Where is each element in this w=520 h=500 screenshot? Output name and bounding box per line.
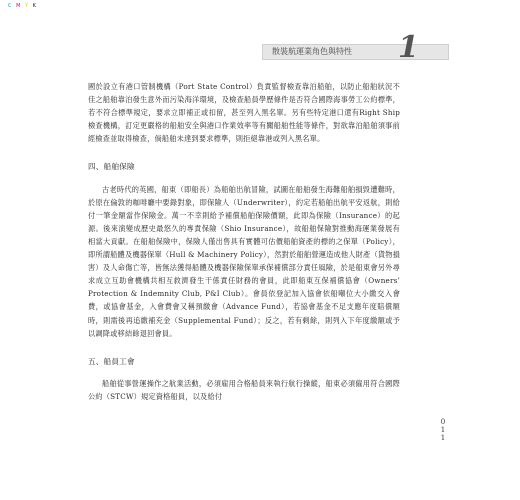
page-number-digit: 0 xyxy=(440,418,446,426)
paragraph-seafarers-union: 船舶從事營運操作之航業活動，必須雇用合格船員來執行航行操縱，船東必須僱用符合國際公約（STCW）規定資格船員，以及給付 xyxy=(88,378,400,401)
running-header-title: 散裝航運業角色與特性 xyxy=(272,47,352,56)
black-mark: K xyxy=(32,3,37,9)
yellow-mark: Y xyxy=(25,3,30,9)
page-number xyxy=(438,418,448,443)
chapter-number: 1 xyxy=(398,30,419,65)
color-registration-marks xyxy=(8,3,38,9)
cyan-mark: C xyxy=(8,3,13,9)
section-heading-seafarers-union: 五、船員工會 xyxy=(88,356,135,366)
page-number-digit: 1 xyxy=(440,426,446,435)
magenta-mark: M xyxy=(16,3,22,9)
paragraph-port-state-control: 國於設立有港口管制機構（Port State Control）負責監督檢查靠泊船舶，以防止船舶狀況不佳之船舶靠泊發生意外而污染海洋環境，及檢查船員學歷條件是否符合國際海事勞工公約標準，若不符合標準規定，要求立即補正或扣留，甚至列入黑名單。另有些特定港口還有Right Ship檢查機構，訂定更嚴格的船舶安全與港口作業效率等有關船舶性能等條件，對欲靠泊船舶須事前經檢查並取得檢查，倘船舶未達到要求標準，則拒絕靠港或列入黑名單。 xyxy=(88,82,400,144)
page-body xyxy=(88,80,400,403)
page-number-digit: 1 xyxy=(440,434,446,443)
section-heading-ship-insurance: 四、船舶保險 xyxy=(88,162,135,172)
paragraph-ship-insurance: 古老時代的英國，船東（即船長）為船舶出航冒險，試圖在船舶發生海難船舶損毀遭難時，於原在倫敦的咖啡廳中要錄對象，即保險人（Underwriter），約定若船舶出航平安返航，則給付一筆金額當作保險金。萬一不幸則給予補償船舶保險價額，此即為保險（Insurance）的起源。後來演變成歷史最悠久的專責保險（Shio Insurance），故船舶保險對推動海運業發展有相當大貢獻。在船舶保險中，保險人僅出售具有實體可估價船舶資產的標的之保單（Policy），即所謂船體及機器保單（Hull & Machinery Policy），然對於船舶營運造成他人財產（貨物損害）及人命傷亡等，皆無法獲得船體及機器保險保單承保補償部分責任風險，於是船東會另外尋求成立互助會機構共相互救濟發生干係責任財務的會員，此即船東互保補償協會（Owners’ Protection & Indemnity Club, P&I Club）。會員依登記加入協會依船噸位大小繳交入會費，或協會基金，入會費會又稱預繳會（Advance Fund），若協會基金不足支應年度賠償額時，則需後再追繳補充金（Supplemental Fund）；反之，若有剩餘，則列入下年度繳額或予以調降或移結餘退回會員。 xyxy=(88,184,400,338)
